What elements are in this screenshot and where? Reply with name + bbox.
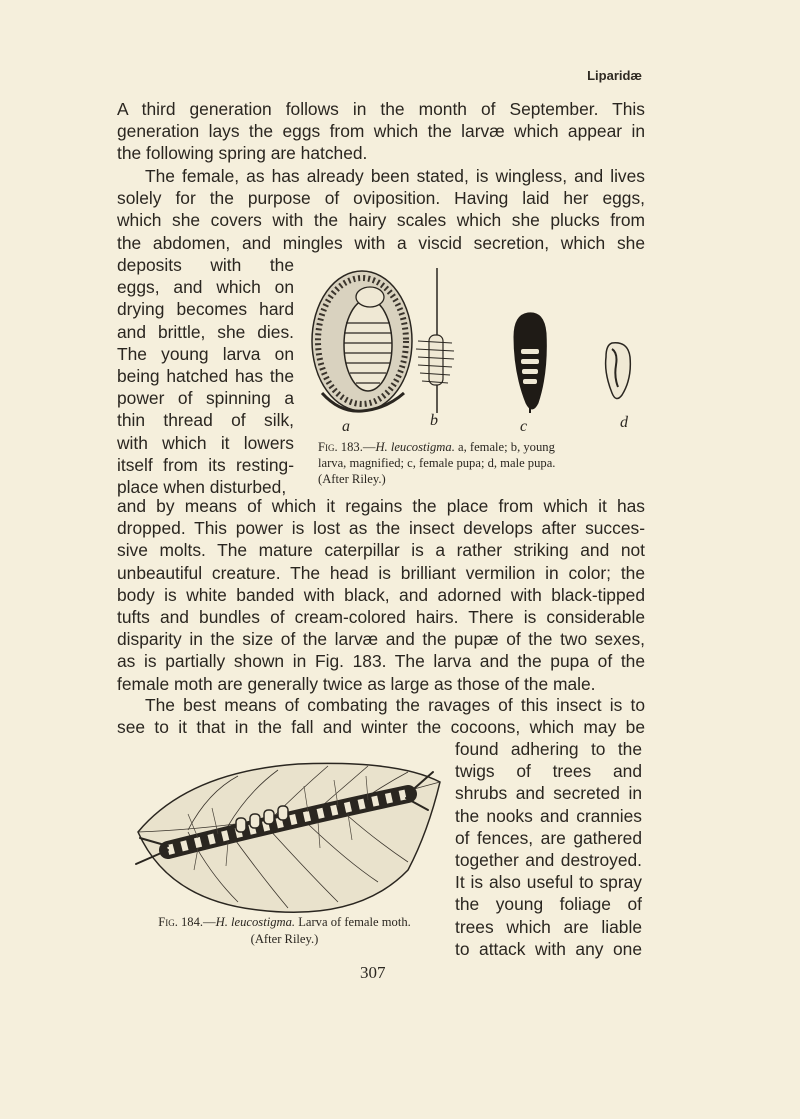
caption-fig-number: Fig. 183. (318, 440, 363, 454)
paragraph-1 (117, 98, 645, 165)
figure-label-a: a (342, 418, 350, 435)
caption-dash: — (362, 440, 376, 454)
figure-183-illustration (300, 253, 645, 443)
caption-species: H. leucostigma. (215, 915, 296, 929)
figure-183-caption (300, 439, 650, 487)
text-line: together and destroyed. (455, 850, 642, 871)
figure-label-c: c (520, 418, 528, 435)
caption-dash: — (203, 915, 216, 929)
text-line: the following spring are hatched. (117, 143, 368, 164)
paragraph-4 (117, 694, 645, 738)
text-line: being hatched has the (117, 366, 294, 387)
text-line: trees which are liable (455, 916, 642, 937)
page-number: 307 (360, 963, 386, 982)
text-line: dropped. This power is lost as the insect develops after succes- (117, 518, 645, 539)
caption-fig-number: Fig. 184. (158, 915, 204, 929)
text-line: shrubs and secreted in (455, 783, 642, 804)
running-head: Liparidæ (587, 68, 642, 83)
text-line: deposits with the (117, 255, 294, 275)
wrapped-text-left (117, 254, 294, 498)
paragraph-2 (117, 165, 645, 254)
caption-text: Larva of female moth. (295, 915, 411, 929)
caption-line: (After Riley.) (250, 932, 319, 946)
male-pupa-drawing (606, 343, 631, 399)
text-line: place when disturbed, (117, 477, 287, 498)
text-line: the nooks and crannies (455, 805, 642, 826)
text-line: with which it lowers (117, 432, 294, 453)
figure-label-d: d (620, 414, 628, 431)
text-line: and by means of which it regains the place from which it has (117, 496, 645, 516)
text-line: generation lays the eggs from which the larvæ which appear in (117, 121, 645, 142)
young-larva-drawing (416, 268, 454, 413)
text-line: see to it that in the fall and winter the cocoons, which may be (117, 717, 645, 738)
text-line: to attack with any one (455, 938, 642, 959)
text-line: drying becomes hard (117, 299, 294, 320)
paragraph-3 (117, 495, 645, 695)
text-line: eggs, and which on (117, 277, 294, 298)
text-line: twigs of trees and (455, 761, 642, 782)
female-moth-drawing (312, 271, 412, 411)
text-line: female moth are generally twice as large as those of the male. (117, 673, 596, 694)
text-line: of fences, are gathered (455, 827, 642, 848)
wrapped-text-right (455, 738, 642, 960)
text-line: thin thread of silk, (117, 410, 294, 431)
text-line: disparity in the size of the larvæ and the pupæ of the two sexes, (117, 629, 645, 650)
text-line: sive molts. The mature caterpillar is a rather striking and not (117, 540, 645, 561)
text-line: The female, as has already been stated, is wingless, and lives (145, 166, 645, 186)
female-pupa-drawing (514, 313, 546, 413)
text-line: body is white banded with black, and adorned with black-tipped (117, 584, 645, 605)
caption-line: (After Riley.) (318, 472, 386, 486)
text-line: as is partially shown in Fig. 183. The larva and the pupa of the (117, 651, 645, 672)
text-line: and brittle, she dies. (117, 321, 294, 342)
figure-label-b: b (430, 412, 438, 429)
text-line: tufts and bundles of cream-colored hairs. There is considerable (117, 607, 645, 628)
figure-184-illustration (128, 752, 444, 922)
text-line: the abdomen, and mingles with a viscid secretion, which she (117, 232, 645, 253)
text-line: which she covers with the hairy scales which she plucks from (117, 210, 645, 231)
text-line: It is also useful to spray (455, 872, 642, 893)
caption-line: larva, magnified; c, female pupa; d, male pupa. (318, 456, 556, 470)
text-line: found adhering to the (455, 739, 642, 759)
text-line: A third generation follows in the month of September. This (117, 99, 645, 119)
caption-species: H. leucostigma. (375, 440, 455, 454)
caption-text: a, female; b, young (454, 440, 555, 454)
text-line: the young foliage of (455, 894, 642, 915)
text-line: unbeautiful creature. The head is brilliant vermilion in color; the (117, 562, 645, 583)
figure-184-caption (117, 914, 452, 948)
text-line: The young larva on (117, 343, 294, 364)
text-line: solely for the purpose of oviposition. Having laid her eggs, (117, 188, 645, 209)
text-line: The best means of combating the ravages of this insect is to (145, 695, 645, 715)
text-line: itself from its resting- (117, 454, 294, 475)
text-line: power of spinning a (117, 388, 294, 409)
